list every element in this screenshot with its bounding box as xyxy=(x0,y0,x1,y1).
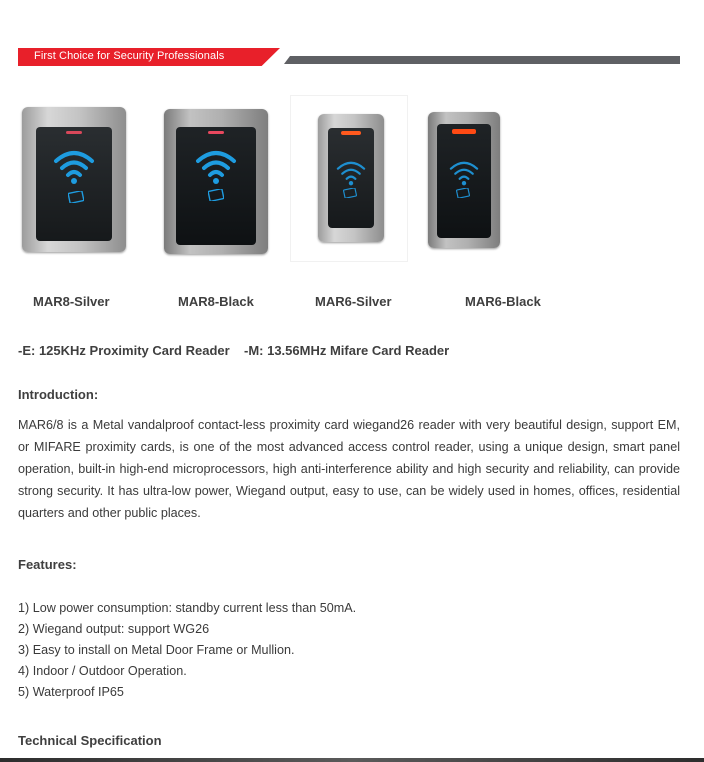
product-label-mar8-black: MAR8-Black xyxy=(178,294,254,309)
features-list xyxy=(18,598,356,703)
feature-item: 1) Low power consumption: standby current less than 50mA. xyxy=(18,601,357,615)
intro-heading: Introduction: xyxy=(18,387,99,402)
product-image-mar8-black xyxy=(164,109,268,254)
feature-item: 5) Waterproof IP65 xyxy=(18,685,124,699)
variant-e: -E: 125KHz Proximity Card Reader xyxy=(18,343,230,358)
product-label-mar6-black: MAR6-Black xyxy=(465,294,541,309)
led-indicator xyxy=(341,131,361,135)
intro-paragraph: MAR6/8 is a Metal vandalproof contact-less proximity card wiegand26 reader with very beautiful design, support EM, or MIFARE proximity cards, is one of the most advanced access control reader, using a unique design, smart panel operation, built-in high-end microprocessors, high anti-interference ability and high security and reliability, can provide strong security. It has ultra-low power, Wiegand output, easy to use, can be widely used in homes, offices, residential quarters and other public places. xyxy=(18,418,680,520)
features-heading: Features: xyxy=(18,557,77,572)
feature-item: 3) Easy to install on Metal Door Frame or Mullion. xyxy=(18,643,295,657)
banner-grey-bar xyxy=(284,56,680,64)
feature-item: 2) Wiegand output: support WG26 xyxy=(18,622,210,636)
product-image-mar6-silver xyxy=(290,95,408,262)
card-icon xyxy=(343,188,357,198)
product-image-mar6-black xyxy=(428,112,500,248)
led-indicator xyxy=(208,131,224,134)
card-icon xyxy=(208,189,224,201)
rfid-wave-icon xyxy=(194,147,238,187)
product-label-mar8-silver: MAR8-Silver xyxy=(33,294,110,309)
card-icon xyxy=(456,188,470,198)
tech-spec-heading: Technical Specification xyxy=(18,733,162,748)
led-indicator xyxy=(452,129,476,134)
rfid-wave-icon xyxy=(448,158,480,188)
header-banner xyxy=(18,48,680,66)
rfid-wave-icon xyxy=(52,147,96,187)
product-label-mar6-silver: MAR6-Silver xyxy=(315,294,392,309)
banner-slogan: First Choice for Security Professionals xyxy=(34,50,225,62)
product-image-mar8-silver xyxy=(22,107,126,252)
rfid-wave-icon xyxy=(335,158,367,188)
card-icon xyxy=(68,191,84,203)
led-indicator xyxy=(66,131,82,134)
section-divider xyxy=(0,758,704,762)
feature-item: 4) Indoor / Outdoor Operation. xyxy=(18,664,187,678)
variant-m: -M: 13.56MHz Mifare Card Reader xyxy=(244,343,450,358)
